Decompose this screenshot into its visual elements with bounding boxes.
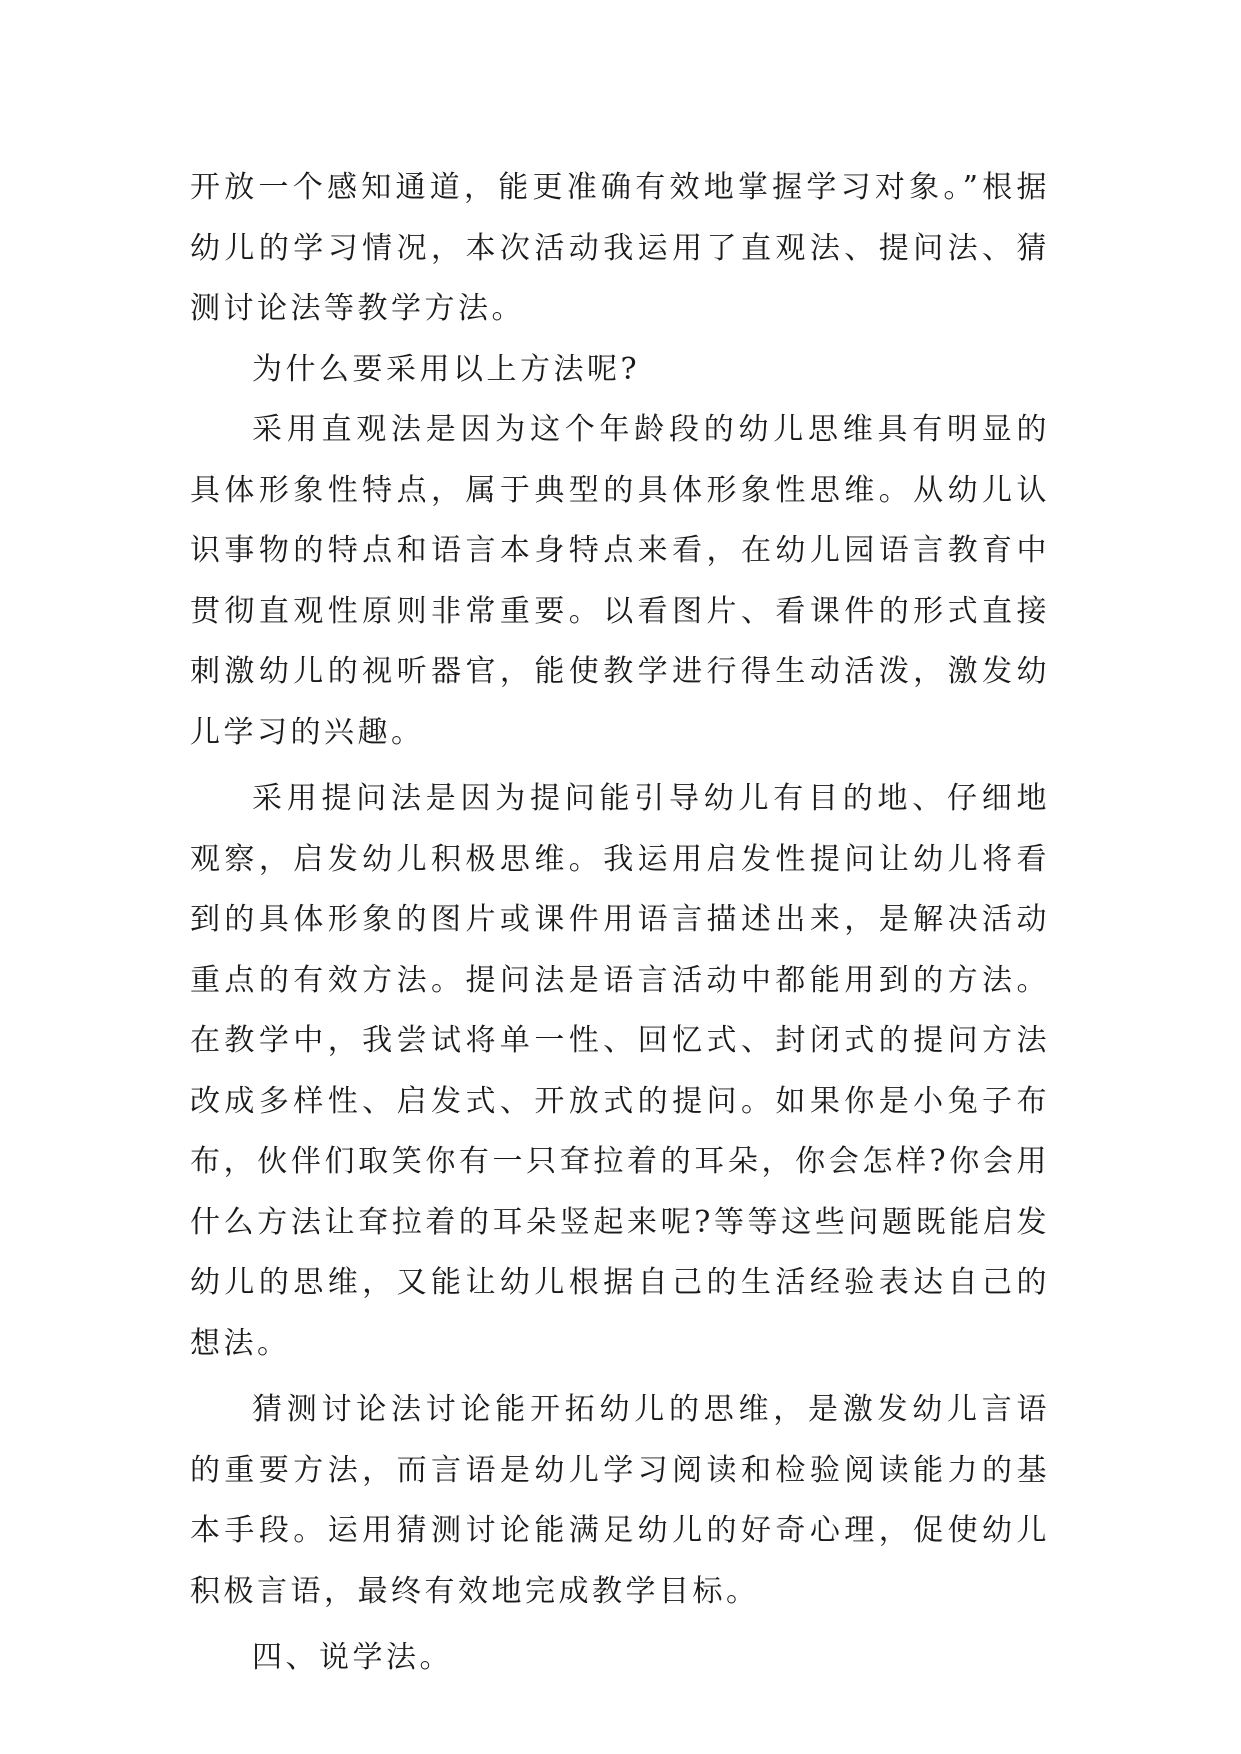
paragraph-question: 为什么要采用以上方法呢? [252, 351, 641, 387]
section-heading-learning-method: 四、说学法。 [252, 1640, 453, 1675]
paragraph-intuitive-method: 采用直观法是因为这个年龄段的幼儿思维具有明显的具体形象性特点，属于典型的具体形象性思维。从幼儿认识事物的特点和语言本身特点来看，在幼儿园语言教育中贯彻直观性原则非常重要。以看图片、看课件的形式直接刺激幼儿的视听器官，能使教学进行得生动活泼，激发幼儿学习的兴趣。 [190, 412, 1050, 750]
paragraph-continuation: 开放一个感知通道，能更准确有效地掌握学习对象。”根据幼儿的学习情况，本次活动我运用了直观法、提问法、猜测讨论法等教学方法。 [190, 170, 1050, 326]
document-body [190, 158, 1050, 1689]
paragraph-questioning-method: 采用提问法是因为提问能引导幼儿有目的地、仔细地观察，启发幼儿积极思维。我运用启发性提问让幼儿将看到的具体形象的图片或课件用语言描述出来，是解决活动重点的有效方法。提问法是语言活动中都能用到的方法。在教学中，我尝试将单一性、回忆式、封闭式的提问方法改成多样性、启发式、开放式的提问。如果你是小兔子布布，伙伴们取笑你有一只耷拉着的耳朵，你会怎样?你会用什么方法让耷拉着的耳朵竖起来呢?等等这些问题既能启发幼儿的思维，又能让幼儿根据自己的生活经验表达自己的想法。 [190, 781, 1050, 1361]
paragraph-guess-discuss-method: 猜测讨论法讨论能开拓幼儿的思维，是激发幼儿言语的重要方法，而言语是幼儿学习阅读和检验阅读能力的基本手段。运用猜测讨论能满足幼儿的好奇心理，促使幼儿积极言语，最终有效地完成教学目标。 [190, 1392, 1050, 1609]
